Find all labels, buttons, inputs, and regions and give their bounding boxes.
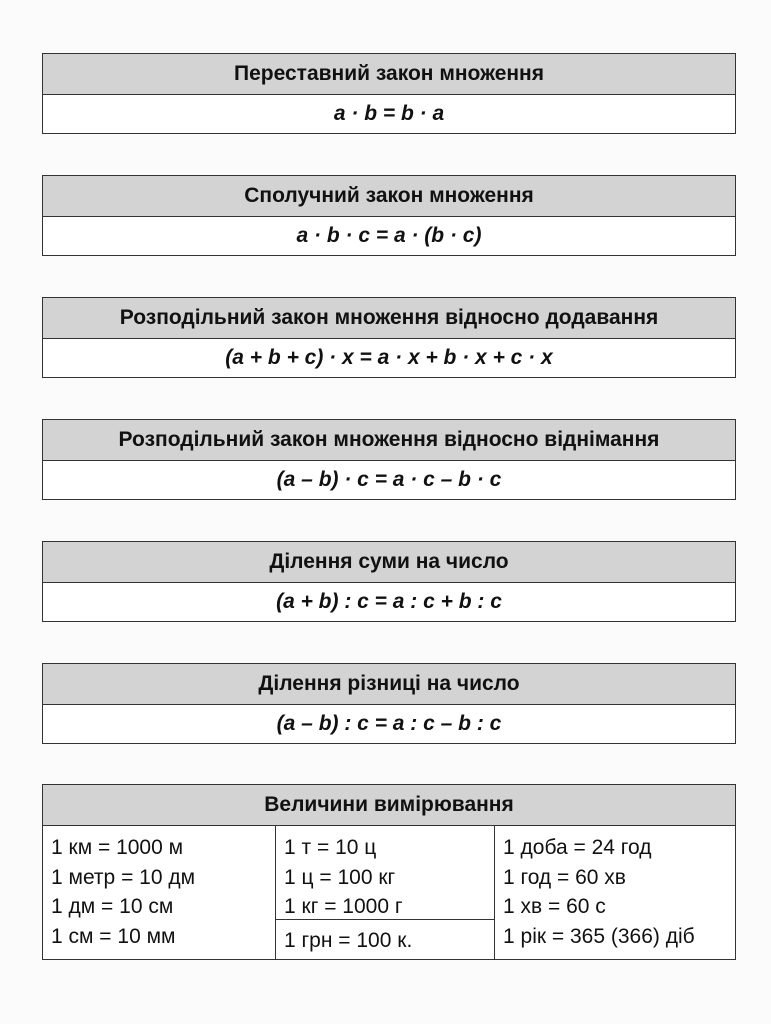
law-title: Розподільний закон множення відносно віднімання (43, 420, 735, 461)
unit-line: 1 рік = 365 (366) діб (503, 924, 695, 948)
unit-line: 1 метр = 10 дм (51, 865, 196, 889)
law-box-distributive-addition (42, 297, 736, 378)
unit-line: 1 доба = 24 год (503, 836, 652, 859)
law-formula: a · b · c = a · (b · c) (43, 217, 735, 255)
units-title: Величини вимірювання (43, 785, 735, 826)
law-title: Переставний закон множення (43, 54, 735, 95)
law-formula: (a – b) · c = a · c – b · c (43, 461, 735, 499)
law-title: Ділення різниці на число (43, 664, 735, 705)
unit-line: 1 см = 10 мм (51, 924, 176, 948)
law-formula: (a + b) : c = a : c + b : c (43, 583, 735, 621)
law-title: Сполучний закон множення (43, 176, 735, 217)
units-table (42, 784, 736, 960)
unit-line-money: 1 грн = 100 к. (284, 929, 413, 952)
unit-line: 1 год = 60 хв (503, 865, 626, 889)
unit-line: 1 т = 10 ц (284, 836, 377, 859)
law-title: Ділення суми на число (43, 542, 735, 583)
unit-line: 1 дм = 10 см (51, 895, 174, 918)
unit-line: 1 ц = 100 кг (284, 865, 396, 889)
law-box-sum-division (42, 541, 736, 622)
unit-line: 1 кг = 1000 г (284, 895, 403, 918)
units-time-column (495, 826, 735, 959)
law-box-commutative (42, 53, 736, 134)
law-box-difference-division (42, 663, 736, 744)
law-title: Розподільний закон множення відносно додавання (43, 298, 735, 339)
law-formula: (a + b + c) · x = a · x + b · x + c · x (43, 339, 735, 377)
law-formula: (a – b) : c = a : c – b : c (43, 705, 735, 743)
unit-line: 1 хв = 60 с (503, 895, 606, 918)
units-mass-column (276, 826, 495, 959)
law-box-distributive-subtraction (42, 419, 736, 500)
unit-line: 1 км = 1000 м (51, 836, 184, 859)
units-length-column (43, 826, 276, 959)
law-formula: a · b = b · a (43, 95, 735, 133)
law-box-associative (42, 175, 736, 256)
